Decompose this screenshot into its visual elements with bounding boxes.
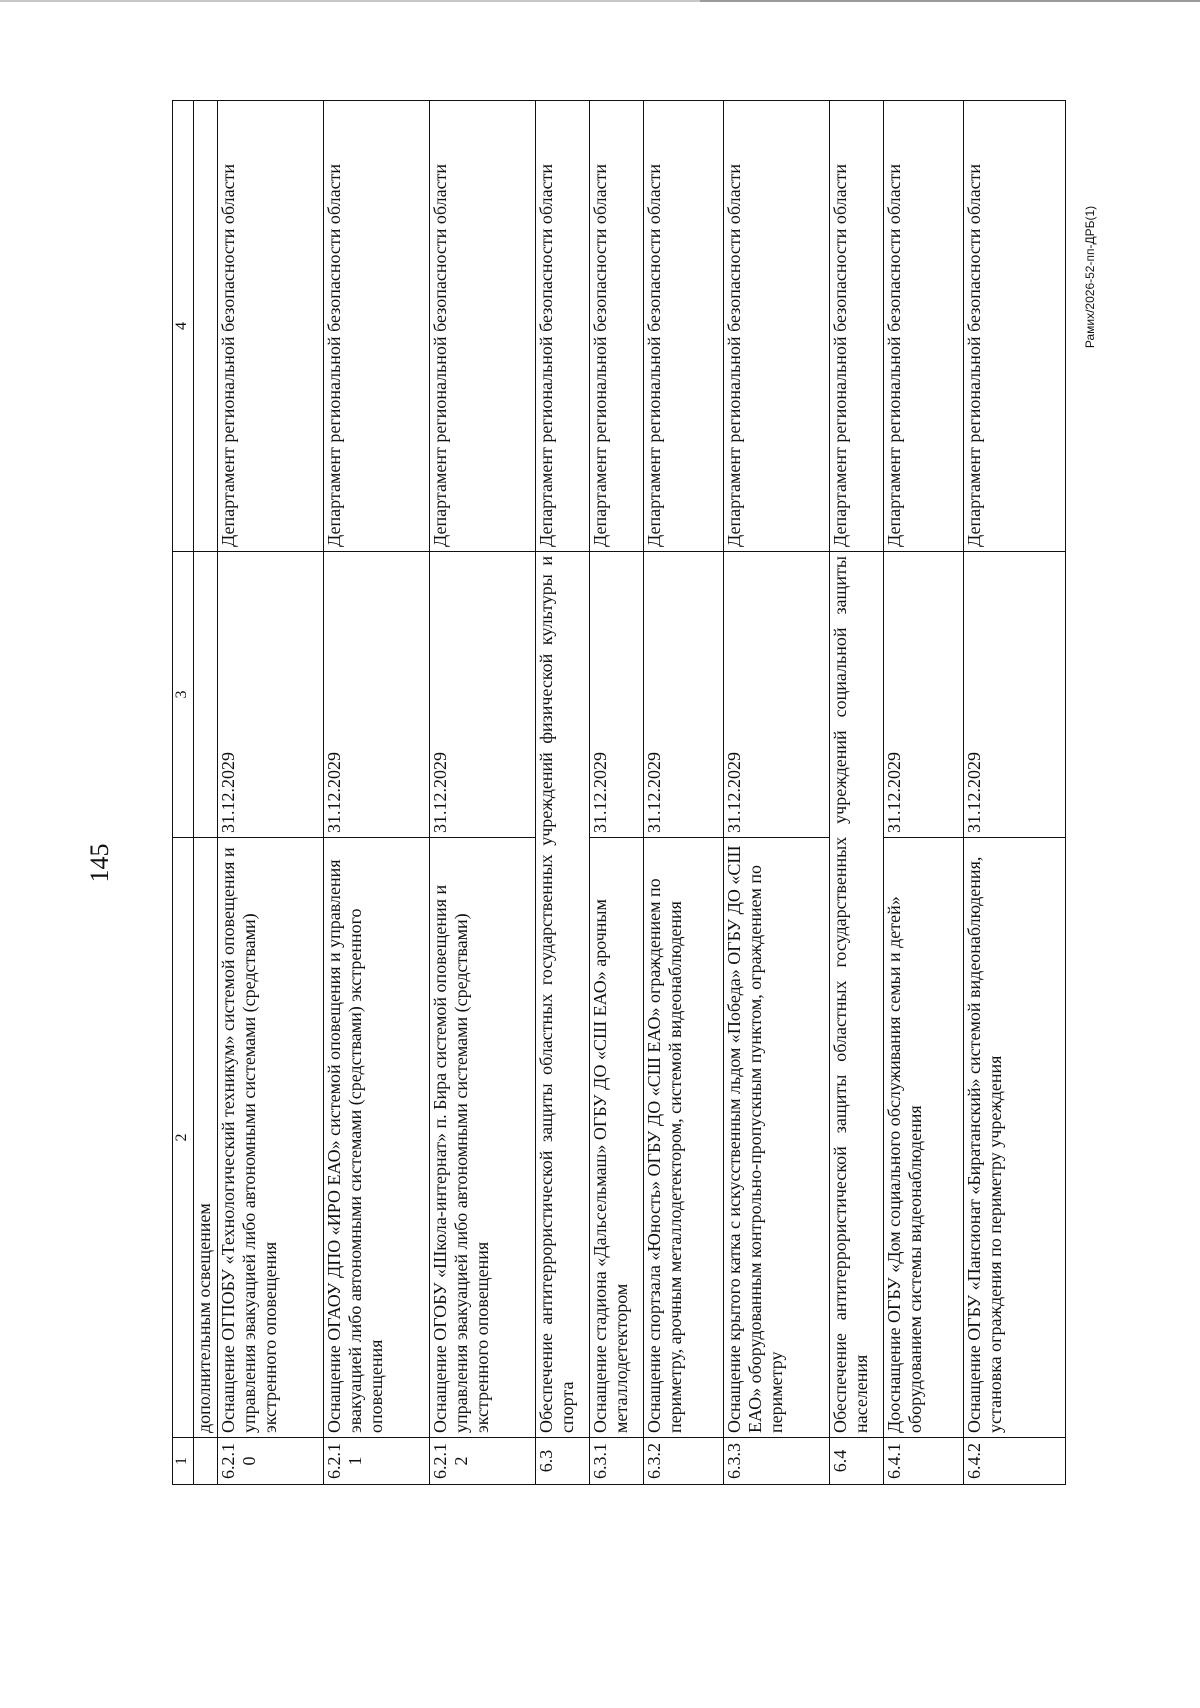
row-code: 6.3.1 bbox=[590, 1438, 644, 1485]
row-description: Дооснащение ОГБУ «Дом социального обслуживания семьи и детей» оборудованием системы видеонаблюдения bbox=[884, 838, 964, 1438]
scan-top-edge bbox=[0, 0, 700, 2]
row-code: 6.2.10 bbox=[218, 1438, 324, 1485]
page-number: 145 bbox=[85, 843, 114, 883]
column-header-2: 2 bbox=[173, 838, 194, 1438]
row-description: Оснащение спортзала «Юность» ОГБУ ДО «СШ ЕАО» ограждением по периметру, арочным металлодетектором, системой видеонаблюдения bbox=[644, 838, 724, 1438]
continuation-text: дополнительным освещением bbox=[194, 838, 218, 1438]
scan-top-edge-right bbox=[700, 0, 1200, 2]
row-description: Оснащение ОГПОБУ «Технологический техникум» системой оповещения и управления эвакуацией либо автономными системами (средствами) экстренного оповещения bbox=[218, 838, 324, 1438]
row-description: Оснащение стадиона «Дальсельмаш» ОГБУ ДО «СШ ЕАО» арочным металлодетектором bbox=[590, 838, 644, 1438]
table-cell-date bbox=[194, 552, 218, 838]
row-code: 6.4 bbox=[830, 1438, 884, 1485]
row-description: Оснащение ОГАОУ ДПО «ИРО ЕАО» системой оповещения и управления эвакуацией либо автономными системами (средствами) экстренного оповещения bbox=[324, 838, 430, 1438]
row-responsible: Департамент региональной безопасности области bbox=[430, 101, 536, 552]
document-table-wrapper bbox=[172, 101, 1066, 1485]
table-row bbox=[218, 101, 324, 1485]
row-responsible: Департамент региональной безопасности области bbox=[590, 101, 644, 552]
table-row-section bbox=[830, 101, 884, 1485]
table-row-section bbox=[536, 101, 590, 1485]
row-responsible: Департамент региональной безопасности области bbox=[218, 101, 324, 552]
row-code: 6.3.3 bbox=[724, 1438, 830, 1485]
row-date: 31.12.2029 bbox=[644, 552, 724, 838]
table-row bbox=[884, 101, 964, 1485]
table-row bbox=[724, 101, 830, 1485]
section-title: Обеспечение антитеррористической защиты областных государственных учреждений физической культуры и спорта bbox=[536, 552, 590, 1438]
row-code: 6.3 bbox=[536, 1438, 590, 1485]
row-date: 31.12.2029 bbox=[324, 552, 430, 838]
section-title: Обеспечение антитеррористической защиты областных государственных учреждений социальной защиты населения bbox=[830, 552, 884, 1438]
row-description: Оснащение ОГОБУ «Школа-интернат» п. Бира системой оповещения и управления эвакуацией либо автономными системами (средствами) экстренного оповещения bbox=[430, 838, 536, 1438]
row-date: 31.12.2029 bbox=[590, 552, 644, 838]
row-responsible: Департамент региональной безопасности области bbox=[724, 101, 830, 552]
row-date: 31.12.2029 bbox=[430, 552, 536, 838]
table-row bbox=[964, 101, 1066, 1485]
row-date: 31.12.2029 bbox=[884, 552, 964, 838]
row-code: 6.2.11 bbox=[324, 1438, 430, 1485]
row-responsible: Департамент региональной безопасности области bbox=[884, 101, 964, 552]
row-date: 31.12.2029 bbox=[724, 552, 830, 838]
row-code: 6.4.2 bbox=[964, 1438, 1066, 1485]
row-code: 6.4.1 bbox=[884, 1438, 964, 1485]
row-responsible: Департамент региональной безопасности области bbox=[830, 101, 884, 552]
row-code: 6.3.2 bbox=[644, 1438, 724, 1485]
row-date: 31.12.2029 bbox=[964, 552, 1066, 838]
row-description: Оснащение ОГБУ «Пансионат «Биратанский» системой видеонаблюдения, установка ограждения по периметру учреждения bbox=[964, 838, 1066, 1438]
row-date: 31.12.2029 bbox=[218, 552, 324, 838]
row-responsible: Департамент региональной безопасности области bbox=[536, 101, 590, 552]
row-responsible: Департамент региональной безопасности области bbox=[644, 101, 724, 552]
table-row bbox=[430, 101, 536, 1485]
measures-table bbox=[172, 100, 1066, 1485]
row-description: Оснащение крытого катка с искусственным льдом «Победа» ОГБУ ДО «СШ ЕАО» оборудованным контрольно-пропускным пунктом, ограждением по периметру bbox=[724, 838, 830, 1438]
document-code: Рамих/2026-52-пп-ДРБ(1) bbox=[1083, 205, 1097, 349]
continuation-row bbox=[194, 101, 218, 1485]
column-header-4: 4 bbox=[173, 101, 194, 552]
row-code: 6.2.12 bbox=[430, 1438, 536, 1485]
column-header-3: 3 bbox=[173, 552, 194, 838]
table-row bbox=[590, 101, 644, 1485]
table-header-row bbox=[173, 101, 194, 1485]
table-row bbox=[644, 101, 724, 1485]
table-cell-code bbox=[194, 1438, 218, 1485]
table-row bbox=[324, 101, 430, 1485]
table-cell-responsible bbox=[194, 101, 218, 552]
row-responsible: Департамент региональной безопасности области bbox=[964, 101, 1066, 552]
row-responsible: Департамент региональной безопасности области bbox=[324, 101, 430, 552]
column-header-1: 1 bbox=[173, 1438, 194, 1485]
